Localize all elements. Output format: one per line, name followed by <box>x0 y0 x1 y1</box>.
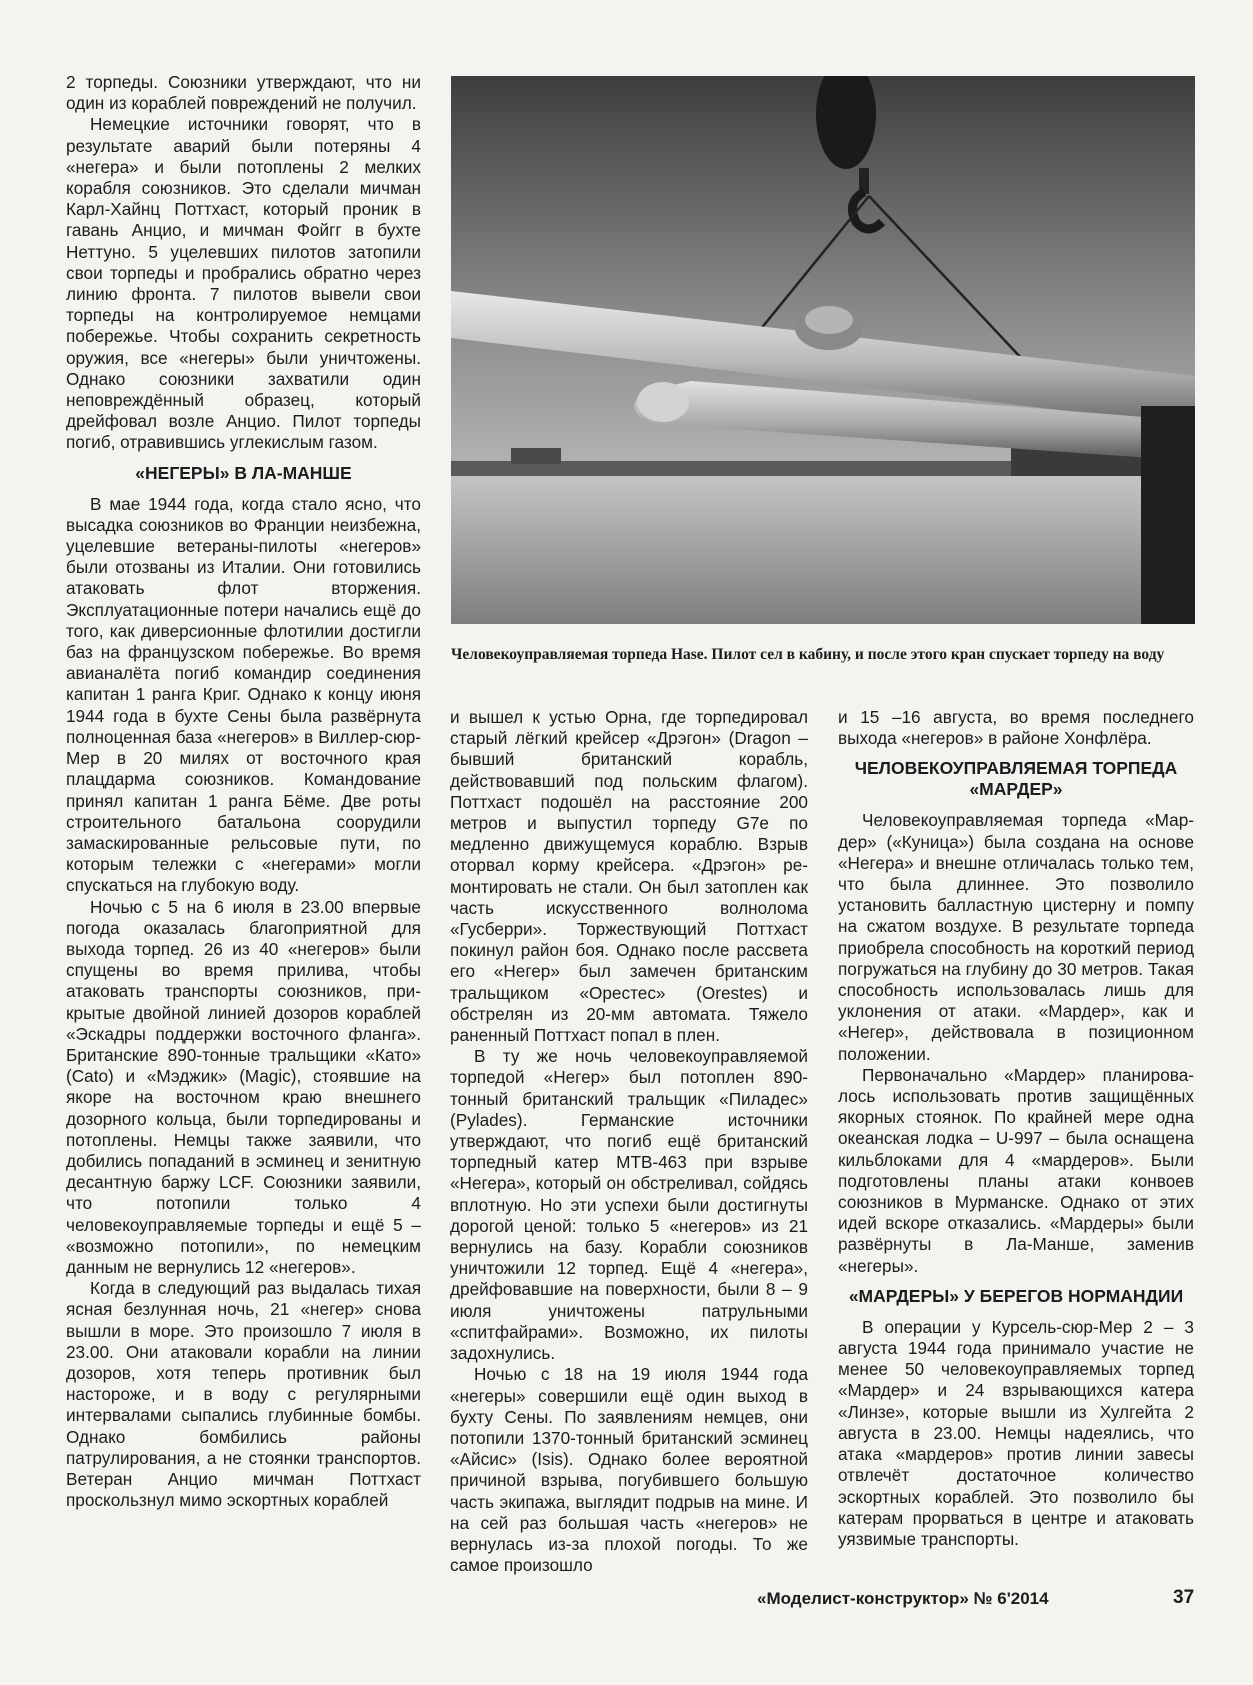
paragraph: и вышел к устью Орна, где торпедировал старый лёгкий крейсер «Дрэгон» (Dragon – бывший британский корабль, действовавший под польским флагом). Поттхаст подошёл на расстояние 200 метров и выпустил торпеду G7e по медленно движущемуся кораблю. Взрыв оторвал корму крейсера. «Дрэгон» ремонтировать не стали. Он был затоплен как часть искусственного волнолома «Гусберри». Торжествующий Поттхаст покинул район боя. Однако после рассвета его «Негер» был замечен британским тральщиком «Орестес» (Orestes) и обстрелян из 20-мм автомата. Тяжело раненный Поттхаст попал в плен. <box>450 707 808 1046</box>
paragraph: Человекоуправляемая торпеда «Мардер» («Куница») была создана на основе «Негера» и внешне отличалась только тем, что была длиннее. Это позволило установить балластную цистерну и помпу на сжатом воздухе. В результате торпеда приобрела способность на короткий период погружаться на глубину до 30 метров. Такая способность использовалась лишь для уклонения от атаки. «Мардер», как и «Негер», действовала в позиционном положении. <box>838 810 1194 1064</box>
left-column <box>66 72 421 1511</box>
section-heading-marders-normandy: «МАРДЕРЫ» У БЕРЕГОВ НОРМАНДИИ <box>848 1285 1184 1306</box>
paragraph: Ночью с 18 на 19 июля 1944 года «негеры» совершили ещё один выход в бухту Сены. По заявлениям немцев, они потопили 1370-тонный британский эсминец «Айсис» (Isis). Однако более вероятной причиной взрыва, погубившего большую часть экипажа, выглядит подрыв на мине. И на сей раз большая часть «негеров» не вернулась из-за плохой погоды. То же самое произошло <box>450 1364 808 1576</box>
paragraph: Немецкие источники говорят, что в результате аварий были потеряны 4 «негера» и были потоплены 2 мелких корабля союзников. Это сделали мичман Карл-Хайнц Поттхаст, который проник в гавань Анцио, и мичман Фойгг в бухте Неттуно. 5 уцелевших пилотов затопили свои торпеды и пробрались обратно через линию фронта. 7 пилотов вывели свои торпеды на контролируемое немцами побережье. Чтобы сохранить секретность оружия, все «негеры» были уничтожены. Однако союзники захватили один неповреждённый образец, который дрейфовал возле Анцио. Пилот торпеды погиб, отравившись углекислым газом. <box>66 114 421 453</box>
paragraph: В ту же ночь человекоуправляемой торпедой «Негер» был потоплен 890-тонный британский тральщик «Пиладес» (Pylades). Германские источники утверждают, что погиб ещё британский торпедный катер МТВ-463 при взрыве «Негера», который он обстреливал, сойдясь вплотную. Но эти успехи были достигнуты дорогой ценой: только 5 «негеров» из 21 вернулись на базу. Корабли союзников уничтожили 12 торпед. Ещё 4 «негера», дрейфовавшие на поверхности, были 8 – 9 июля уничтожены патрульными «спитфайрами». Возможно, их пилоты задохнулись. <box>450 1046 808 1364</box>
paragraph: Первоначально «Мардер» планировалось использовать против защищённых якорных стоянок. По крайней мере одна океанская лодка – U-997 – была оснащена кильблоками для 4 «мардеров». Были подготовлены планы атаки конвоев союзников в Мурманске. Однако от этих идей вскоре отказались. «Мардеры» были развёрнуты в Ла-Манше, заменив «негеры». <box>838 1064 1194 1276</box>
section-heading-marder: ЧЕЛОВЕКОУПРАВЛЯЕМАЯ ТОРПЕДА «МАРДЕР» <box>854 758 1178 800</box>
section-heading-negers-la-manche: «НЕГЕРЫ» В ЛА-МАНШЕ <box>135 462 352 483</box>
paragraph: Когда в следующий раз выдалась тихая ясная безлунная ночь, 21 «негер» снова вышли в море. Это произошло 7 июля в 23.00. Они атаковали корабли на линии дозоров, хотя теперь противник был настороже, и в воду с регулярными интервалами сыпались глубинные бомбы. Однако бомбились районы патрулирования, а не стоянки транспортов. Ветеран Анцио мичман Поттхаст проскользнул мимо эскортных кораблей <box>66 1278 421 1511</box>
paragraph: В мае 1944 года, когда стало ясно, что высадка союзников во Франции неизбежна, уцелевшие ветераны-пилоты «негеров» были отозваны из Италии. Они готовились атаковать флот вторжения. Эксплуатационные потери начались ещё до того, как диверсионные флотилии достигли баз на французском побережье. Во время авианалёта погиб командир соединения капитан 1 ранга Криг. Однако к концу июня 1944 года в бухте Сены была развёрнута полноценная база «негеров» в Виллер-сюр-Мер в 20 милях от восточного края плацдарма союзников. Командование принял капитан 1 ранга Бёме. Две роты строительного батальона соорудили замаскированные рельсовые пути, по которым тележки с «негерами» могли спускаться на глубокую воду. <box>66 493 421 896</box>
torpedo-crane-illustration <box>451 76 1195 624</box>
right-column <box>838 707 1194 1550</box>
torpedo-photo <box>451 76 1195 624</box>
page-number: 37 <box>1173 1587 1195 1608</box>
paragraph: Ночью с 5 на 6 июля в 23.00 впервые погода оказалась благоприятной для выхода торпед. 26 из 40 «негеров» были спущены во время прилива, чтобы атаковать транспорты союзников, прикрытые двойной линией дозоров кораблей «Эскадры поддержки восточного фланга». Британские 890-тонные тральщики «Като» (Cato) и «Мэджик» (Magic), стоявшие на якоре на восточном краю внешнего дозорного кольца, были торпедированы и потоплены. Немцы также заявили, что добились попаданий в эсминец и зенитную десантную баржу LCF. Союзники заявили, что потопили только 4 человекоуправляемые торпеды и ещё 5 – «возможно потопили», по немецким данным не вернулись 12 «негеров». <box>66 896 421 1277</box>
paragraph: и 15 –16 августа, во время последнего выхода «негеров» в районе Хонфлёра. <box>838 707 1194 749</box>
middle-column <box>450 707 808 1576</box>
photo-caption: Человекоуправляемая торпеда Hase. Пилот сел в кабину, и после этого кран спускает торпеду на воду <box>451 646 1165 663</box>
paragraph: 2 торпеды. Союзники утверждают, что ни один из кораблей повреждений не получил. <box>66 72 421 114</box>
paragraph: В операции у Курсель-сюр-Мер 2 – 3 августа 1944 года принимало участие не менее 50 человекоуправляемых торпед «Мардер» и 24 взрывающихся катера «Линзе», которые вышли из Хулгейта 2 августа в 23.00. Немцы надеялись, что атака «мардеров» против линии завесы отвлечёт достаточное количество эскортных кораблей. Это позволило бы катерам прорваться в центре и атаковать уязвимые транспорты. <box>838 1316 1194 1549</box>
magazine-title-footer: «Моделист-конструктор» № 6'2014 <box>757 1589 1049 1608</box>
